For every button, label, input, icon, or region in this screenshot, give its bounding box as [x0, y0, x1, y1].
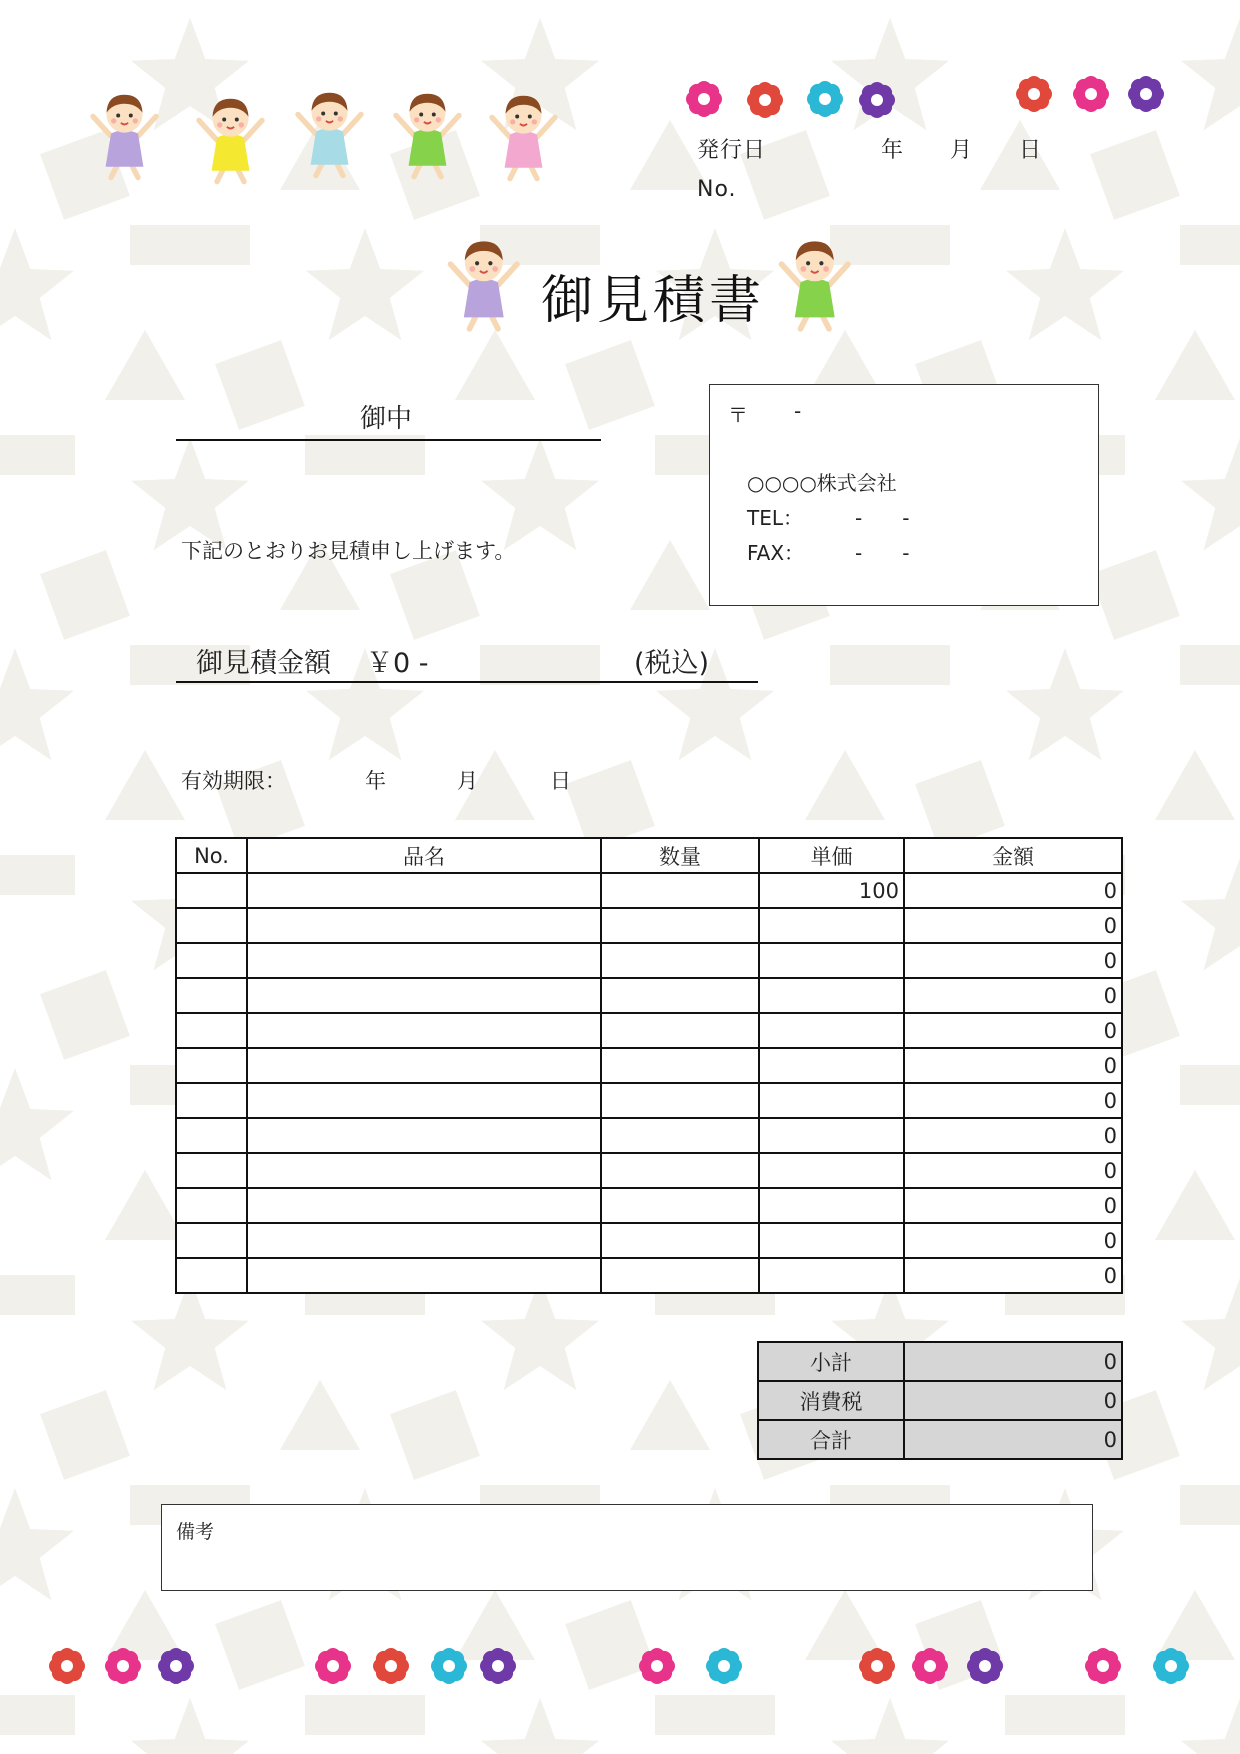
cell-unit-price[interactable]: [759, 1188, 904, 1223]
bg-triangle-shape: [455, 330, 535, 400]
validity-day: 日: [550, 769, 571, 793]
bg-bar-shape: [305, 435, 425, 475]
bg-bar-shape: [0, 855, 75, 895]
cell-quantity[interactable]: [601, 1188, 759, 1223]
issue-day-label: 日: [1019, 138, 1043, 163]
subtotal-label: 小計: [758, 1342, 904, 1381]
bg-triangle-shape: [630, 1380, 710, 1450]
bg-star-shape: [481, 438, 599, 550]
header-quantity: 数量: [601, 838, 759, 873]
bg-square-shape: [1090, 550, 1180, 640]
bg-square-shape: [40, 550, 130, 640]
table-row: [176, 1083, 1122, 1118]
cell-no[interactable]: [176, 1118, 247, 1153]
bg-bar-shape: [480, 645, 600, 685]
remarks-box[interactable]: [161, 1504, 1093, 1591]
bg-star-shape: [0, 228, 74, 340]
cell-item-name[interactable]: [247, 943, 601, 978]
cell-amount[interactable]: 0: [904, 1013, 1122, 1048]
cell-item-name[interactable]: [247, 1118, 601, 1153]
issue-year-label: 年: [881, 138, 905, 163]
flower-icon: [684, 79, 724, 119]
cell-quantity[interactable]: [601, 1223, 759, 1258]
bg-star-shape: [1006, 228, 1124, 340]
cell-unit-price[interactable]: 100: [759, 873, 904, 908]
header-amount: 金額: [904, 838, 1122, 873]
cell-item-name[interactable]: [247, 978, 601, 1013]
cell-amount[interactable]: 0: [904, 1258, 1122, 1293]
document-title: 御見積書: [541, 271, 766, 331]
bg-star-shape: [1006, 648, 1124, 760]
cell-unit-price[interactable]: [759, 1258, 904, 1293]
cell-quantity[interactable]: [601, 908, 759, 943]
flower-icon: [1083, 1646, 1123, 1686]
intro-text: 下記のとおりお見積申し上げます。: [181, 539, 516, 563]
tel-label: TEL：: [747, 506, 803, 530]
child-illustration-icon: [84, 84, 165, 183]
cell-quantity[interactable]: [601, 978, 759, 1013]
bg-star-shape: [1181, 438, 1240, 550]
cell-no[interactable]: [176, 1188, 247, 1223]
table-row: [176, 1118, 1122, 1153]
flower-icon: [103, 1646, 143, 1686]
bg-square-shape: [40, 1390, 130, 1480]
bg-star-shape: [0, 1488, 74, 1600]
table-row: [176, 873, 1122, 908]
cell-unit-price[interactable]: [759, 1048, 904, 1083]
validity-year: 年: [365, 769, 386, 793]
cell-unit-price[interactable]: [759, 1013, 904, 1048]
tax-row: [758, 1381, 1122, 1420]
cell-quantity[interactable]: [601, 873, 759, 908]
child-illustration-icon: [441, 230, 527, 335]
bg-bar-shape: [1180, 225, 1240, 265]
bg-star-shape: [1181, 1278, 1240, 1390]
company-name: ○○○○株式会社: [747, 471, 897, 495]
tax-included-note: (税込): [634, 648, 710, 679]
cell-no[interactable]: [176, 1258, 247, 1293]
issue-month-label: 月: [950, 138, 974, 163]
bg-square-shape: [390, 1390, 480, 1480]
cell-amount[interactable]: 0: [904, 1083, 1122, 1118]
total-value[interactable]: 0: [904, 1420, 1122, 1459]
child-illustration-icon: [190, 88, 271, 187]
bg-triangle-shape: [1155, 330, 1235, 400]
table-row: [176, 1048, 1122, 1083]
cell-amount[interactable]: 0: [904, 873, 1122, 908]
bg-triangle-shape: [105, 330, 185, 400]
subtotal-row: [758, 1342, 1122, 1381]
flower-icon: [371, 1646, 411, 1686]
bg-star-shape: [1181, 858, 1240, 970]
cell-no[interactable]: [176, 908, 247, 943]
table-row: [176, 943, 1122, 978]
cell-item-name[interactable]: [247, 1223, 601, 1258]
cell-amount[interactable]: 0: [904, 978, 1122, 1013]
bg-bar-shape: [655, 1695, 775, 1735]
table-row: [176, 1153, 1122, 1188]
recipient-underline: [176, 439, 601, 441]
bg-triangle-shape: [105, 750, 185, 820]
flower-icon: [1071, 74, 1111, 114]
table-row: [176, 1013, 1122, 1048]
cell-unit-price[interactable]: [759, 943, 904, 978]
cell-quantity[interactable]: [601, 943, 759, 978]
header-item-name: 品名: [247, 838, 601, 873]
cell-no[interactable]: [176, 943, 247, 978]
cell-item-name[interactable]: [247, 1083, 601, 1118]
flower-icon: [805, 79, 845, 119]
table-row: [176, 908, 1122, 943]
tax-label: 消費税: [758, 1381, 904, 1420]
cell-amount[interactable]: 0: [904, 1048, 1122, 1083]
bg-bar-shape: [305, 1695, 425, 1735]
cell-amount[interactable]: 0: [904, 1153, 1122, 1188]
flower-icon: [910, 1646, 950, 1686]
bg-bar-shape: [830, 645, 950, 685]
summary-table: [757, 1341, 1123, 1460]
flower-icon: [313, 1646, 353, 1686]
tel-number: - -: [855, 506, 910, 530]
bg-star-shape: [1181, 1698, 1240, 1754]
bg-star-shape: [131, 1278, 249, 1390]
child-illustration-icon: [483, 85, 564, 184]
issue-date-label: 発行日: [697, 138, 767, 163]
cell-quantity[interactable]: [601, 1013, 759, 1048]
bg-square-shape: [1090, 130, 1180, 220]
flower-icon: [429, 1646, 469, 1686]
cell-no[interactable]: [176, 873, 247, 908]
bg-star-shape: [0, 1068, 74, 1180]
flower-icon: [156, 1646, 196, 1686]
bg-square-shape: [215, 1600, 305, 1690]
flower-icon: [478, 1646, 518, 1686]
postal-code-dash: -: [794, 399, 802, 423]
flower-icon: [745, 80, 785, 120]
cell-unit-price[interactable]: [759, 1083, 904, 1118]
postal-mark: 〒: [728, 403, 748, 427]
total-label: 合計: [758, 1420, 904, 1459]
bg-bar-shape: [1180, 1065, 1240, 1105]
fax-number: - -: [855, 541, 910, 565]
cell-amount[interactable]: 0: [904, 943, 1122, 978]
cell-unit-price[interactable]: [759, 1118, 904, 1153]
cell-quantity[interactable]: [601, 1258, 759, 1293]
flower-icon: [1014, 74, 1054, 114]
bg-bar-shape: [0, 1695, 75, 1735]
cell-amount[interactable]: 0: [904, 908, 1122, 943]
bg-triangle-shape: [630, 540, 710, 610]
cell-item-name[interactable]: [247, 1258, 601, 1293]
total-row: [758, 1420, 1122, 1459]
table-row: [176, 1258, 1122, 1293]
table-row: [176, 1223, 1122, 1258]
bg-star-shape: [481, 1278, 599, 1390]
fax-label: FAX：: [747, 541, 805, 565]
flower-icon: [857, 1646, 897, 1686]
bg-star-shape: [481, 1698, 599, 1754]
bg-triangle-shape: [1155, 1170, 1235, 1240]
flower-icon: [1126, 74, 1166, 114]
flower-icon: [637, 1646, 677, 1686]
bg-star-shape: [1181, 18, 1240, 130]
flower-icon: [857, 80, 897, 120]
cell-unit-price[interactable]: [759, 1153, 904, 1188]
bg-bar-shape: [0, 1275, 75, 1315]
cell-no[interactable]: [176, 978, 247, 1013]
bg-bar-shape: [1180, 645, 1240, 685]
cell-amount[interactable]: 0: [904, 1223, 1122, 1258]
cell-quantity[interactable]: [601, 1048, 759, 1083]
cell-item-name[interactable]: [247, 1153, 601, 1188]
cell-item-name[interactable]: [247, 1188, 601, 1223]
cell-no[interactable]: [176, 1048, 247, 1083]
estimate-underline: [176, 681, 758, 683]
bg-triangle-shape: [1155, 750, 1235, 820]
flower-icon: [704, 1646, 744, 1686]
child-illustration-icon: [289, 82, 370, 181]
cell-item-name[interactable]: [247, 1013, 601, 1048]
items-table: [175, 837, 1123, 1294]
bg-bar-shape: [1005, 1695, 1125, 1735]
flower-icon: [47, 1646, 87, 1686]
estimate-amount: ￥0 -: [366, 648, 429, 679]
flower-icon: [965, 1646, 1005, 1686]
bg-star-shape: [831, 1698, 949, 1754]
bg-triangle-shape: [805, 750, 885, 820]
bg-star-shape: [0, 648, 74, 760]
cell-no[interactable]: [176, 1153, 247, 1188]
table-row: [176, 978, 1122, 1013]
company-info-box: [709, 384, 1099, 606]
cell-quantity[interactable]: [601, 1118, 759, 1153]
cell-quantity[interactable]: [601, 1083, 759, 1118]
cell-quantity[interactable]: [601, 1153, 759, 1188]
tax-value[interactable]: 0: [904, 1381, 1122, 1420]
cell-item-name[interactable]: [247, 908, 601, 943]
bg-square-shape: [40, 970, 130, 1060]
items-header-row: [176, 838, 1122, 873]
document-number-label: No.: [697, 177, 737, 202]
remarks-label: 備考: [176, 1521, 215, 1543]
bg-square-shape: [215, 340, 305, 430]
cell-item-name[interactable]: [247, 1048, 601, 1083]
recipient-suffix: 御中: [360, 404, 413, 434]
bg-triangle-shape: [105, 1170, 185, 1240]
cell-item-name[interactable]: [247, 873, 601, 908]
bg-star-shape: [131, 438, 249, 550]
cell-amount[interactable]: 0: [904, 1188, 1122, 1223]
cell-no[interactable]: [176, 1083, 247, 1118]
validity-label: 有効期限：: [181, 769, 286, 793]
bg-triangle-shape: [280, 1380, 360, 1450]
header-no: No.: [176, 838, 247, 873]
cell-no[interactable]: [176, 1013, 247, 1048]
bg-bar-shape: [0, 435, 75, 475]
bg-square-shape: [565, 340, 655, 430]
bg-bar-shape: [1180, 1485, 1240, 1525]
validity-month: 月: [457, 769, 478, 793]
cell-unit-price[interactable]: [759, 908, 904, 943]
child-illustration-icon: [387, 83, 468, 182]
table-row: [176, 1188, 1122, 1223]
flower-icon: [1151, 1646, 1191, 1686]
header-unit-price: 単価: [759, 838, 904, 873]
estimate-label: 御見積金額: [196, 648, 331, 679]
cell-unit-price[interactable]: [759, 1223, 904, 1258]
bg-star-shape: [306, 228, 424, 340]
cell-unit-price[interactable]: [759, 978, 904, 1013]
subtotal-value[interactable]: 0: [904, 1342, 1122, 1381]
cell-no[interactable]: [176, 1223, 247, 1258]
bg-bar-shape: [130, 225, 250, 265]
cell-amount[interactable]: 0: [904, 1118, 1122, 1153]
child-illustration-icon: [772, 230, 858, 335]
bg-star-shape: [131, 1698, 249, 1754]
